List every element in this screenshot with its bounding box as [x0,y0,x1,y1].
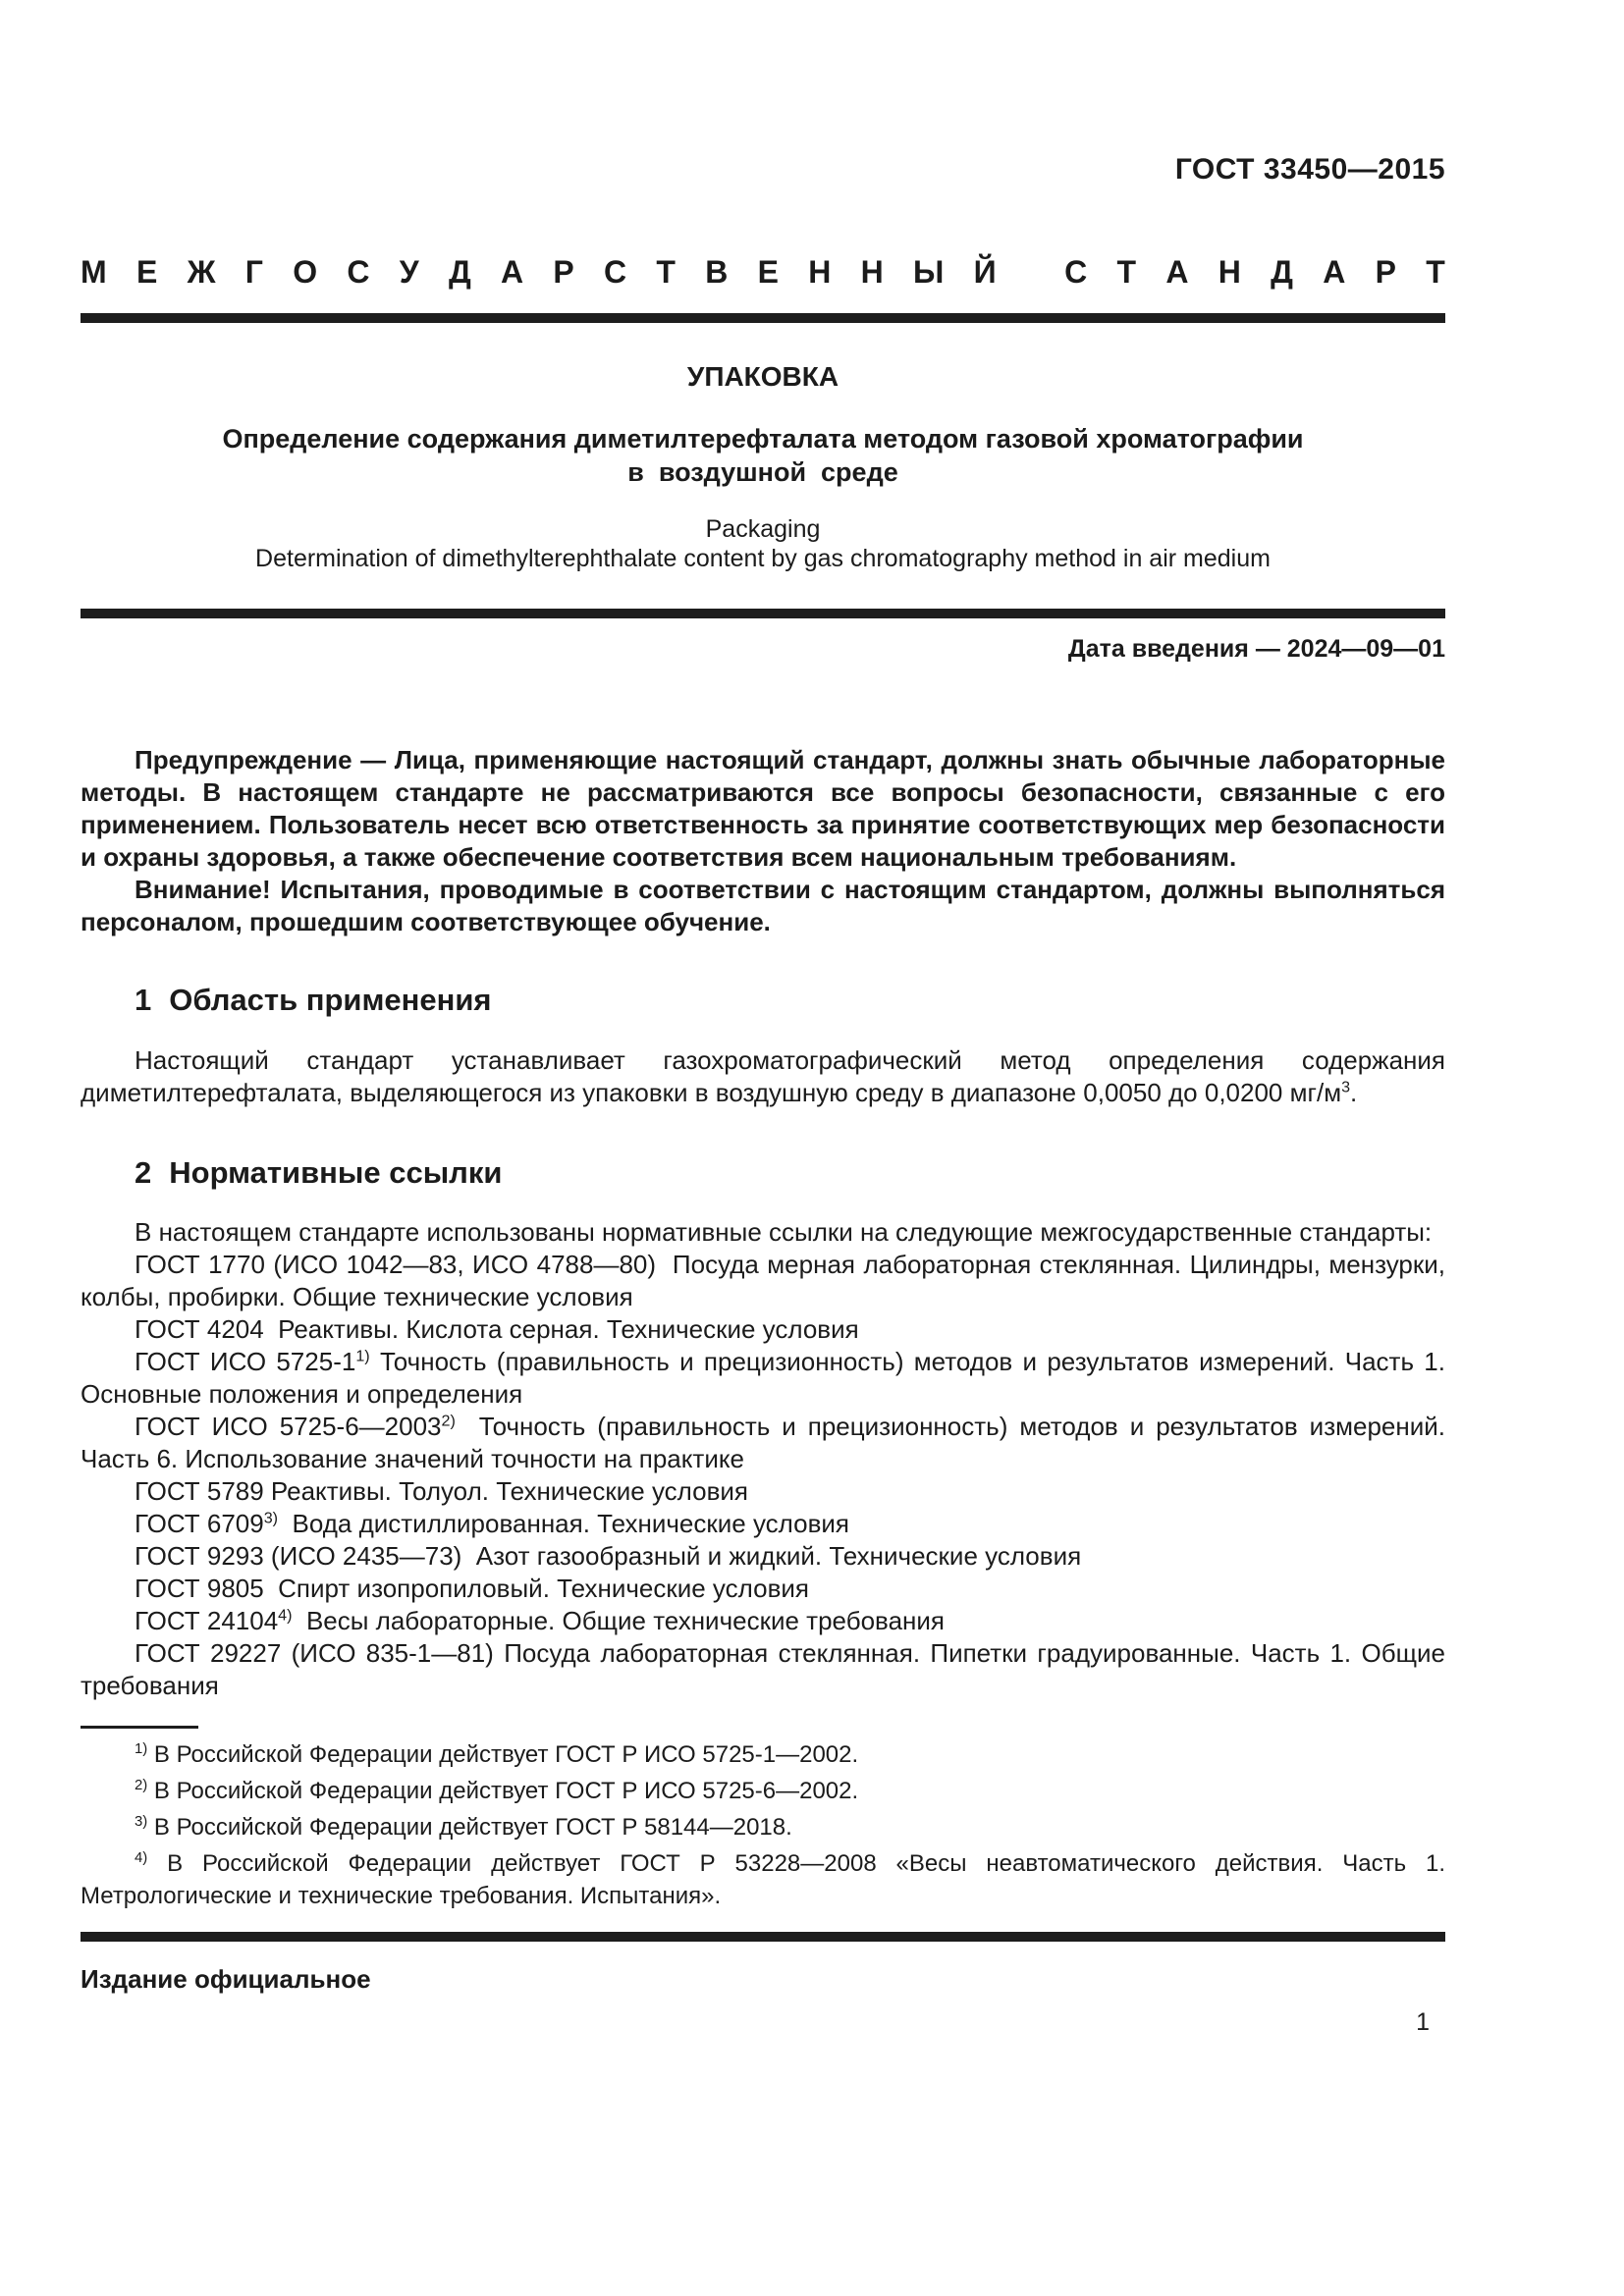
page-number: 1 [1416,2008,1430,2036]
footnote-3: $^{3)}$ В Российской Федерации действует ГОСТ Р 58144—2018. [135,1814,792,1841]
reference-item: ГОСТ 9805 Спирт изопропиловый. Технические условия [135,1574,809,1603]
references-list [81,1249,1445,1702]
title-en [81,514,1445,573]
reference-item: ГОСТ 4204 Реактивы. Кислота серная. Технические условия [135,1314,859,1344]
section-2-title: Нормативные ссылки [169,1155,503,1190]
reference-item: ГОСТ 1770 (ИСО 1042—83, ИСО 4788—80) Посуда мерная лабораторная стеклянная. Цилиндры, мензурки, колбы, пробирки. Общие технические условия [81,1250,1445,1311]
subject-en: Packaging [705,515,821,543]
title-ru-line1: Определение содержания диметилтерефталата методом газовой хроматографии [222,424,1304,454]
subject-ru: УПАКОВКА [686,361,839,392]
warning-block [81,744,1445,938]
reference-item: ГОСТ 5789 Реактивы. Толуол. Технические условия [135,1476,749,1506]
reference-item: ГОСТ 24104$^{4)}$ Весы лабораторные. Общие технические требования [135,1606,945,1635]
reference-item: ГОСТ ИСО 5725-1$^{1)}$ Точность (правильность и прецизионность) методов и результатов измерений. Часть 1. Основные положения и определения [81,1347,1445,1409]
doc-number: ГОСТ 33450—2015 [1174,153,1445,186]
title-rule [81,609,1445,618]
footnote-separator [81,1726,198,1729]
reference-item: ГОСТ 9293 (ИСО 2435—73) Азот газообразный и жидкий. Технические условия [135,1541,1082,1571]
footnote-1: $^{1)}$ В Российской Федерации действует ГОСТ Р ИСО 5725-1—2002. [135,1741,859,1768]
footnotes-block [81,1738,1445,1912]
section-1-paragraph: Настоящий стандарт устанавливает газохроматографический метод определения содержания диметилтерефталата, выделяющегося из упаковки в воздушную среду в диапазоне 0,0050 до 0,0200 $мг/м^3$. [81,1045,1445,1107]
warning-paragraph-2: Внимание! Испытания, проводимые в соответствии с настоящим стандартом, должны выполняться персоналом, прошедшим соответствующее обучение. [81,875,1445,936]
warning-paragraph-1: Предупреждение — Лица, применяющие настоящий стандарт, должны знать обычные лабораторные методы. В настоящем стандарте не рассматриваются все вопросы безопасности, связанные с его применением. Пользователь несет всю ответственность за принятие соответствующих мер безопасности и охраны здоровья, а также обеспечение соответствия всем национальным требованиям. [81,745,1445,872]
standard-type-banner: М Е Ж Г О С У Д А Р С Т В Е Н Н Ы Й С Т А Н Д А Р Т [81,254,1445,290]
title-ru [81,422,1445,489]
section-1-number: 1 [135,983,152,1017]
footnote-4: $^{4)}$ В Российской Федерации действует ГОСТ Р 53228—2008 «Весы неавтоматического действия. Часть 1. Метрологические и технические требования. Испытания». [81,1850,1445,1909]
section-1-title: Область применения [169,983,492,1017]
section-1-heading [81,983,1445,1018]
title-en-line: Determination of dimethylterephthalate content by gas chromatography method in air medium [255,545,1271,572]
section-2-intro: В настоящем стандарте использованы нормативные ссылки на следующие межгосударственные стандарты: [135,1217,1433,1247]
effective-date: Дата введения — 2024—09—01 [1067,635,1445,663]
reference-item: ГОСТ 29227 (ИСО 835-1—81) Посуда лабораторная стеклянная. Пипетки градуированные. Часть 1. Общие требования [81,1638,1445,1700]
title-ru-line2: в воздушной среде [627,457,898,487]
footer-rule [81,1932,1445,1942]
header-rule [81,313,1445,323]
reference-item: ГОСТ 6709$^{3)}$ Вода дистиллированная. Технические условия [135,1509,849,1538]
footnote-2: $^{2)}$ В Российской Федерации действует ГОСТ Р ИСО 5725-6—2002. [135,1778,859,1804]
section-2-number: 2 [135,1155,152,1190]
edition-note: Издание официальное [81,1964,371,1994]
reference-item: ГОСТ ИСО 5725-6—2003$^{2)}$ Точность (правильность и прецизионность) методов и результатов измерений. Часть 6. Использование значений точности на практике [81,1412,1445,1473]
section-2-heading [81,1155,1445,1191]
